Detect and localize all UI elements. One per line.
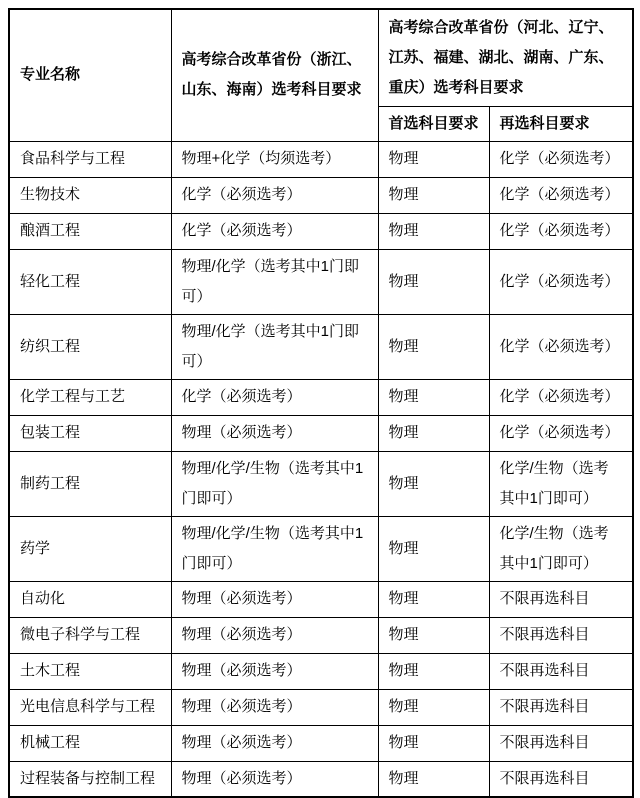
table-row [9,581,633,617]
subject-requirements-table [8,8,634,798]
header-3prov-requirement: 高考综合改革省份（浙江、山东、海南）选考科目要求 [171,9,378,141]
major-cell: 土木工程 [9,653,171,689]
req-3prov-cell: 物理/化学/生物（选考其中1门即可） [171,451,378,516]
req-3prov-cell: 物理（必须选考） [171,761,378,797]
major-cell: 机械工程 [9,725,171,761]
second-subject-cell: 化学（必须选考） [489,141,633,177]
second-subject-cell: 化学（必须选考） [489,314,633,379]
req-3prov-cell: 物理（必须选考） [171,653,378,689]
second-subject-cell: 不限再选科目 [489,761,633,797]
first-subject-cell: 物理 [378,581,489,617]
req-3prov-cell: 物理/化学（选考其中1门即可） [171,249,378,314]
major-cell: 轻化工程 [9,249,171,314]
major-cell: 过程装备与控制工程 [9,761,171,797]
table-row [9,689,633,725]
major-cell: 光电信息科学与工程 [9,689,171,725]
second-subject-cell: 不限再选科目 [489,653,633,689]
table-row [9,761,633,797]
second-subject-cell: 化学/生物（选考其中1门即可） [489,451,633,516]
table-row [9,177,633,213]
req-3prov-cell: 物理（必须选考） [171,415,378,451]
first-subject-cell: 物理 [378,213,489,249]
header-major: 专业名称 [9,9,171,141]
header-first-subject: 首选科目要求 [378,106,489,141]
major-cell: 制药工程 [9,451,171,516]
second-subject-cell: 化学（必须选考） [489,379,633,415]
major-cell: 食品科学与工程 [9,141,171,177]
table-header-row-1 [9,9,633,106]
table-row [9,415,633,451]
major-cell: 酿酒工程 [9,213,171,249]
req-3prov-cell: 物理（必须选考） [171,581,378,617]
first-subject-cell: 物理 [378,761,489,797]
major-cell: 生物技术 [9,177,171,213]
header-second-subject: 再选科目要求 [489,106,633,141]
first-subject-cell: 物理 [378,653,489,689]
second-subject-cell: 不限再选科目 [489,725,633,761]
req-3prov-cell: 物理（必须选考） [171,617,378,653]
req-3prov-cell: 物理+化学（均须选考） [171,141,378,177]
second-subject-cell: 化学（必须选考） [489,415,633,451]
second-subject-cell: 不限再选科目 [489,617,633,653]
table-row [9,213,633,249]
first-subject-cell: 物理 [378,314,489,379]
first-subject-cell: 物理 [378,617,489,653]
table-row [9,141,633,177]
table-row [9,653,633,689]
first-subject-cell: 物理 [378,725,489,761]
first-subject-cell: 物理 [378,516,489,581]
table-row [9,379,633,415]
req-3prov-cell: 化学（必须选考） [171,213,378,249]
major-cell: 自动化 [9,581,171,617]
table-row [9,451,633,516]
major-cell: 化学工程与工艺 [9,379,171,415]
table-row [9,516,633,581]
req-3prov-cell: 物理（必须选考） [171,689,378,725]
major-cell: 纺织工程 [9,314,171,379]
req-3prov-cell: 化学（必须选考） [171,177,378,213]
req-3prov-cell: 化学（必须选考） [171,379,378,415]
first-subject-cell: 物理 [378,141,489,177]
req-3prov-cell: 物理（必须选考） [171,725,378,761]
second-subject-cell: 不限再选科目 [489,581,633,617]
req-3prov-cell: 物理/化学（选考其中1门即可） [171,314,378,379]
table-row [9,314,633,379]
first-subject-cell: 物理 [378,379,489,415]
major-cell: 微电子科学与工程 [9,617,171,653]
first-subject-cell: 物理 [378,177,489,213]
first-subject-cell: 物理 [378,415,489,451]
second-subject-cell: 化学（必须选考） [489,177,633,213]
table-row [9,617,633,653]
major-cell: 药学 [9,516,171,581]
first-subject-cell: 物理 [378,689,489,725]
first-subject-cell: 物理 [378,249,489,314]
major-cell: 包装工程 [9,415,171,451]
second-subject-cell: 不限再选科目 [489,689,633,725]
first-subject-cell: 物理 [378,451,489,516]
req-3prov-cell: 物理/化学/生物（选考其中1门即可） [171,516,378,581]
table-row [9,725,633,761]
table-row [9,249,633,314]
second-subject-cell: 化学（必须选考） [489,249,633,314]
header-8prov-requirement: 高考综合改革省份（河北、辽宁、江苏、福建、湖北、湖南、广东、重庆）选考科目要求 [378,9,633,106]
second-subject-cell: 化学/生物（选考其中1门即可） [489,516,633,581]
second-subject-cell: 化学（必须选考） [489,213,633,249]
